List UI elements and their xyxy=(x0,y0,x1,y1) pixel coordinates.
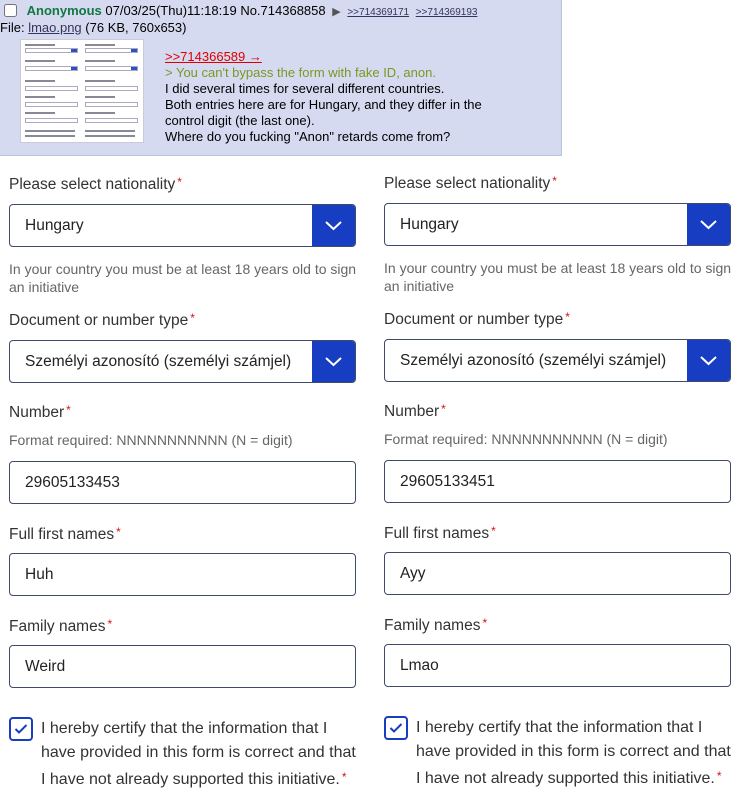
file-prefix: File: xyxy=(0,20,25,35)
required-mark: * xyxy=(341,770,347,784)
file-link[interactable]: lmao.png xyxy=(28,20,82,35)
certify-text: I hereby certify that the information that I have provided in this form is correct and that I have not already supported this initiative. * xyxy=(416,719,731,787)
required-mark: * xyxy=(565,310,570,324)
message-line: control digit (the last one). xyxy=(165,113,315,128)
doc-type-label: Document or number type * xyxy=(9,311,195,329)
post-select-checkbox[interactable] xyxy=(4,4,17,17)
dropdown-button[interactable] xyxy=(687,340,730,381)
doc-type-select[interactable] xyxy=(9,340,356,383)
post-menu-arrow-icon[interactable]: ▶ xyxy=(332,6,341,18)
certify-checkbox[interactable] xyxy=(384,716,408,740)
nationality-select[interactable] xyxy=(9,204,356,247)
message-line: Where do you fucking "Anon" retards come from? xyxy=(165,129,451,144)
first-names-input[interactable] xyxy=(384,552,731,595)
required-mark: * xyxy=(441,402,446,416)
number-format-hint: Format required: NNNNNNNNNNN (N = digit) xyxy=(9,432,293,448)
dropdown-button[interactable] xyxy=(312,341,355,382)
family-names-input[interactable] xyxy=(384,644,731,687)
number-format-hint: Format required: NNNNNNNNNNN (N = digit) xyxy=(384,431,668,447)
required-mark: * xyxy=(177,175,182,189)
nationality-value: Hungary xyxy=(400,216,459,233)
number-value: 29605133451 xyxy=(400,473,495,490)
first-names-value: Ayy xyxy=(400,565,426,582)
nationality-select[interactable] xyxy=(384,203,731,246)
required-mark: * xyxy=(107,617,113,631)
chevron-down-icon xyxy=(699,216,718,233)
number-label: Number * xyxy=(9,403,71,421)
certify-text: I hereby certify that the information that I have provided in this form is correct and that I have not already supported this initiative. * xyxy=(41,720,356,788)
family-names-value: Weird xyxy=(25,658,66,675)
check-icon xyxy=(14,723,28,735)
first-names-label: Full first names * xyxy=(384,524,496,542)
post-header xyxy=(4,2,480,20)
dropdown-button[interactable] xyxy=(687,204,730,245)
chevron-down-icon xyxy=(699,352,718,369)
post-message xyxy=(165,49,482,145)
required-mark: * xyxy=(66,403,71,417)
required-mark: * xyxy=(190,311,195,325)
required-mark: * xyxy=(716,769,722,783)
nationality-value: Hungary xyxy=(25,217,84,234)
file-info xyxy=(0,20,186,35)
required-mark: * xyxy=(482,616,488,630)
certify-checkbox[interactable] xyxy=(9,717,33,741)
backlink[interactable]: >>714369193 xyxy=(415,7,478,18)
required-mark: * xyxy=(491,524,496,538)
post-number[interactable]: No.714368858 xyxy=(240,3,326,18)
greentext-line: > You can't bypass the form with fake ID, anon. xyxy=(165,65,436,80)
doc-type-value: Személyi azonosító (személyi számjel) xyxy=(25,353,292,370)
first-names-input[interactable] xyxy=(9,553,356,596)
family-names-input[interactable] xyxy=(9,645,356,688)
doc-type-label: Document or number type * xyxy=(384,310,570,328)
quote-link[interactable]: >>714366589 → xyxy=(165,49,262,64)
chevron-down-icon xyxy=(324,353,343,370)
required-mark: * xyxy=(552,174,557,188)
age-hint: In your country you must be at least 18 years old to sign an initiative xyxy=(9,261,357,295)
dropdown-button[interactable] xyxy=(312,205,355,246)
required-mark: * xyxy=(116,525,121,539)
message-line: Both entries here are for Hungary, and they differ in the xyxy=(165,97,482,112)
age-hint: In your country you must be at least 18 years old to sign an initiative xyxy=(384,260,732,294)
nationality-label: Please select nationality * xyxy=(384,174,557,192)
chevron-down-icon xyxy=(324,217,343,234)
first-names-value: Huh xyxy=(25,566,54,583)
post-thumbnail[interactable] xyxy=(20,39,144,143)
number-label: Number * xyxy=(384,402,446,420)
check-icon xyxy=(389,722,403,734)
backlink[interactable]: >>714369171 xyxy=(347,7,410,18)
number-value: 29605133453 xyxy=(25,474,120,491)
first-names-label: Full first names * xyxy=(9,525,121,543)
message-line: I did several times for several different countries. xyxy=(165,81,445,96)
number-input[interactable] xyxy=(9,461,356,504)
number-input[interactable] xyxy=(384,460,731,503)
poster-name: Anonymous xyxy=(26,3,102,18)
nationality-label: Please select nationality * xyxy=(9,175,182,193)
doc-type-value: Személyi azonosító (személyi számjel) xyxy=(400,352,667,369)
imageboard-post xyxy=(0,0,562,156)
family-names-value: Lmao xyxy=(400,657,439,674)
file-meta: (76 KB, 760x653) xyxy=(85,20,187,35)
family-names-label: Family names * xyxy=(384,616,488,634)
family-names-label: Family names * xyxy=(9,617,113,635)
post-datetime: 07/03/25(Thu)11:18:19 xyxy=(105,3,237,18)
doc-type-select[interactable] xyxy=(384,339,731,382)
